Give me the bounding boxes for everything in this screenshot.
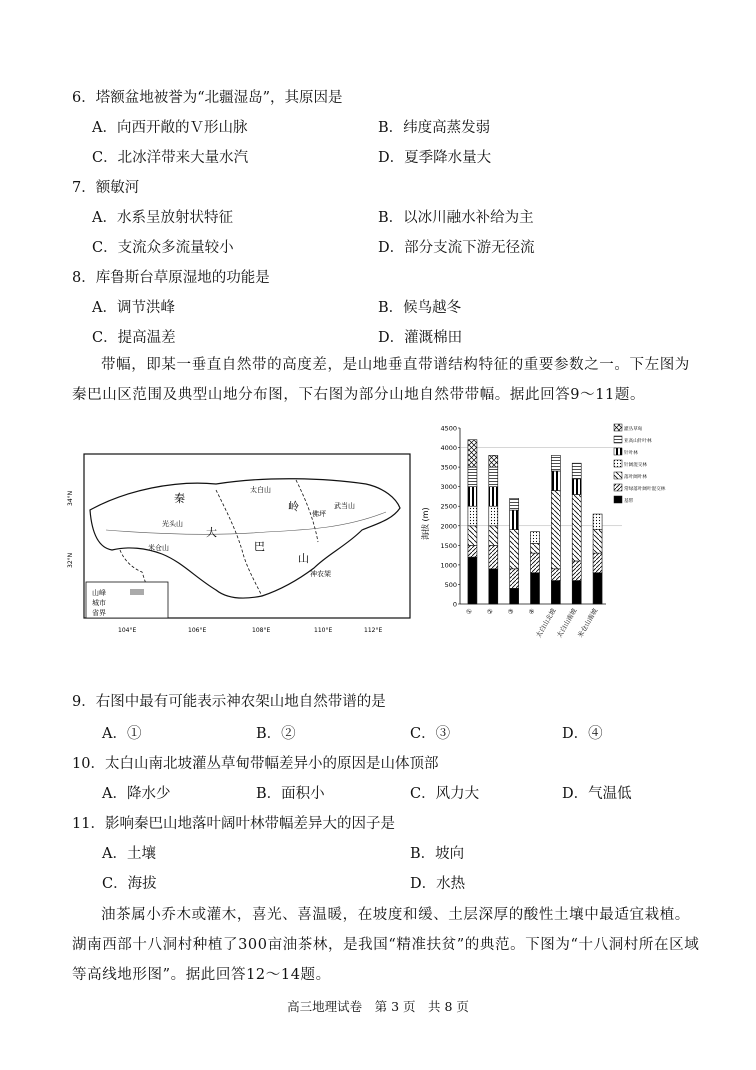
q10-option-d: D．气温低 bbox=[562, 786, 632, 802]
q10-option-b: B．面积小 bbox=[256, 786, 325, 802]
place-shennongjia: 神农架 bbox=[310, 570, 331, 578]
bar-segment bbox=[593, 514, 602, 530]
legend-label: 灌丛草甸 bbox=[624, 427, 643, 432]
bar-segment bbox=[551, 581, 560, 604]
q6-option-b: B．纬度高蒸发弱 bbox=[378, 120, 491, 136]
bar-segment bbox=[489, 506, 498, 526]
bar-segment bbox=[531, 573, 540, 604]
passage-12-14: 油茶属小乔木或灌木，喜光、喜温暖，在坡度和缓、土层深厚的酸性土壤中最适宜栽植。湖南西部十八洞村种植了300亩油茶林，是我国“精准扶贫”的典范。下图为“十八洞村所在区域等高线地形图”。据此回答12～14题。 bbox=[72, 907, 700, 983]
q8-stem: 8．库鲁斯台草原湿地的功能是 bbox=[72, 270, 270, 286]
x-category-label: ② bbox=[485, 607, 496, 617]
page-footer: 高三地理试卷 第 3 页 共 8 页 bbox=[287, 999, 469, 1014]
y-tick-label: 500 bbox=[444, 580, 457, 589]
lon-104: 104°E bbox=[118, 627, 137, 634]
y-tick-label: 4500 bbox=[440, 424, 457, 433]
q7-option-c: C．支流众多流量较小 bbox=[92, 240, 234, 256]
x-category-label: ④ bbox=[526, 607, 537, 617]
x-category-label: 太白山北坡 bbox=[534, 607, 558, 640]
q8-option-b: B．候鸟越冬 bbox=[378, 300, 462, 316]
bar-segment bbox=[489, 545, 498, 568]
lon-110: 110°E bbox=[314, 627, 333, 634]
bar-segment bbox=[468, 506, 477, 526]
bar-segment bbox=[510, 530, 519, 569]
q7-option-a: A．水系呈放射状特征 bbox=[92, 210, 233, 226]
lon-112: 112°E bbox=[364, 627, 383, 634]
q11-option-b: B．坡向 bbox=[410, 846, 465, 862]
q7-stem: 7．额敏河 bbox=[72, 180, 140, 196]
bar-segment bbox=[468, 526, 477, 546]
place-taibai: 太白山 bbox=[250, 486, 271, 494]
bars bbox=[468, 440, 602, 604]
q9-option-a: A．① bbox=[102, 726, 142, 742]
place-guangtou: 光头山 bbox=[162, 520, 183, 528]
bar-segment bbox=[531, 553, 540, 573]
bar-segment bbox=[468, 557, 477, 604]
bar-segment bbox=[593, 530, 602, 553]
q6-option-d: D．夏季降水量大 bbox=[378, 150, 492, 166]
legend-label: 基带 bbox=[624, 499, 634, 504]
q6-option-a: A．向西开敞的Ｖ形山脉 bbox=[92, 120, 248, 136]
q7-option-d: D．部分支流下游无径流 bbox=[378, 240, 535, 256]
x-axis-labels bbox=[464, 606, 599, 639]
legend-swatch bbox=[614, 424, 622, 431]
lon-108: 108°E bbox=[252, 627, 271, 634]
bar-segment bbox=[510, 510, 519, 530]
legend-swatch bbox=[614, 436, 622, 443]
q11-stem: 11．影响秦巴山地落叶阔叶林带幅差异大的因子是 bbox=[72, 816, 395, 832]
bar-segment bbox=[593, 573, 602, 604]
place-micang: 米仓山 bbox=[148, 544, 169, 552]
y-tick-label: 3000 bbox=[440, 483, 457, 492]
svg-text:海拔 (m): 海拔 (m) bbox=[421, 507, 430, 540]
bar-segment bbox=[551, 569, 560, 581]
q9-option-d: D．④ bbox=[562, 726, 603, 742]
bar-segment bbox=[510, 498, 519, 510]
qinba-map bbox=[66, 450, 416, 640]
place-foping: 佛坪 bbox=[312, 510, 326, 518]
legend-label: 落叶阔叶林 bbox=[624, 475, 647, 480]
bar-segment bbox=[510, 569, 519, 589]
legend-label: 常绿落叶阔叶混交林 bbox=[624, 487, 666, 492]
q8-option-a: A．调节洪峰 bbox=[92, 300, 175, 316]
label-ba: 巴 bbox=[254, 540, 265, 553]
q9-stem: 9．右图中最有可能表示神农架山地自然带谱的是 bbox=[72, 694, 386, 710]
q11-option-a: A．土壤 bbox=[102, 846, 156, 862]
lat-32: 32°N bbox=[67, 552, 74, 568]
bar-segment bbox=[489, 526, 498, 546]
legend-label: 亚高山针叶林 bbox=[624, 439, 652, 444]
legend-label: 针阔混交林 bbox=[624, 463, 647, 468]
bar-segment bbox=[572, 494, 581, 560]
altitude-zone-chart bbox=[421, 420, 666, 660]
y-tick-label: 3500 bbox=[440, 463, 457, 472]
x-category-label: 太白山南坡 bbox=[555, 607, 579, 640]
q11-option-c: C．海拔 bbox=[102, 876, 157, 892]
y-tick-label: 1000 bbox=[440, 561, 457, 570]
q6-option-c: C．北冰洋带来大量水汽 bbox=[92, 150, 249, 166]
x-category-label: ③ bbox=[506, 607, 516, 617]
legend-swatch bbox=[614, 496, 622, 503]
legend-border: 省界 bbox=[92, 609, 106, 617]
label-da: 大 bbox=[206, 526, 217, 539]
label-shan: 山 bbox=[298, 552, 309, 565]
label-ling: 岭 bbox=[288, 500, 299, 513]
lat-34: 34°N bbox=[67, 490, 74, 506]
bar-segment bbox=[468, 440, 477, 467]
q8-option-c: C．提高温差 bbox=[92, 330, 176, 346]
legend-swatch bbox=[614, 448, 622, 455]
passage-9-11: 带幅，即某一垂直自然带的高度差，是山地垂直带谱结构特征的重要参数之一。下左图为秦巴山区范围及典型山地分布图，下右图为部分山地自然带带幅。据此回答9～11题。 bbox=[72, 357, 690, 403]
chart-legend bbox=[614, 424, 666, 504]
q9-option-b: B．② bbox=[256, 726, 296, 742]
bar-segment bbox=[572, 463, 581, 479]
legend-swatch bbox=[614, 460, 622, 467]
bar-segment bbox=[572, 479, 581, 495]
y-tick-label: 2000 bbox=[440, 522, 457, 531]
bar-segment bbox=[593, 553, 602, 573]
legend-peak: 山峰 bbox=[92, 589, 106, 597]
legend-swatch bbox=[614, 484, 622, 491]
bar-segment bbox=[572, 581, 581, 604]
y-tick-label: 4000 bbox=[440, 444, 457, 453]
x-category-label: 米仓山南坡 bbox=[576, 607, 600, 640]
bar-segment bbox=[489, 569, 498, 604]
q10-option-a: A．降水少 bbox=[102, 786, 171, 802]
bar-segment bbox=[551, 455, 560, 471]
bar-segment bbox=[531, 543, 540, 553]
bar-segment bbox=[489, 487, 498, 507]
q6-stem: 6．塔额盆地被誉为“北疆湿岛”，其原因是 bbox=[72, 90, 343, 106]
y-tick-label: 2500 bbox=[440, 502, 457, 511]
q11-option-d: D．水热 bbox=[410, 876, 466, 892]
q10-option-c: C．风力大 bbox=[410, 786, 480, 802]
y-tick-label: 1500 bbox=[440, 541, 457, 550]
lon-106: 106°E bbox=[188, 627, 207, 634]
bar-segment bbox=[551, 471, 560, 491]
q10-stem: 10．太白山南北坡灌丛草甸带幅差异小的原因是山体顶部 bbox=[72, 756, 439, 772]
label-qin: 秦 bbox=[174, 492, 185, 505]
bar-segment bbox=[489, 467, 498, 487]
bar-segment bbox=[489, 455, 498, 467]
bar-segment bbox=[510, 588, 519, 604]
place-wudang: 武当山 bbox=[334, 502, 355, 510]
bar-segment bbox=[468, 487, 477, 507]
q9-option-c: C．③ bbox=[410, 726, 451, 742]
legend-swatch bbox=[614, 472, 622, 479]
legend-label: 针叶林 bbox=[624, 451, 638, 456]
y-tick-label: 0 bbox=[452, 600, 457, 609]
legend-city: 城市 bbox=[92, 599, 106, 607]
q8-option-d: D．灌溉棉田 bbox=[378, 330, 463, 346]
bar-segment bbox=[468, 545, 477, 557]
x-category-label: ① bbox=[464, 607, 475, 617]
q7-option-b: B．以冰川融水补给为主 bbox=[378, 210, 534, 226]
bar-segment bbox=[572, 561, 581, 581]
bar-segment bbox=[468, 467, 477, 487]
bar-segment bbox=[531, 532, 540, 544]
bar-segment bbox=[551, 491, 560, 569]
